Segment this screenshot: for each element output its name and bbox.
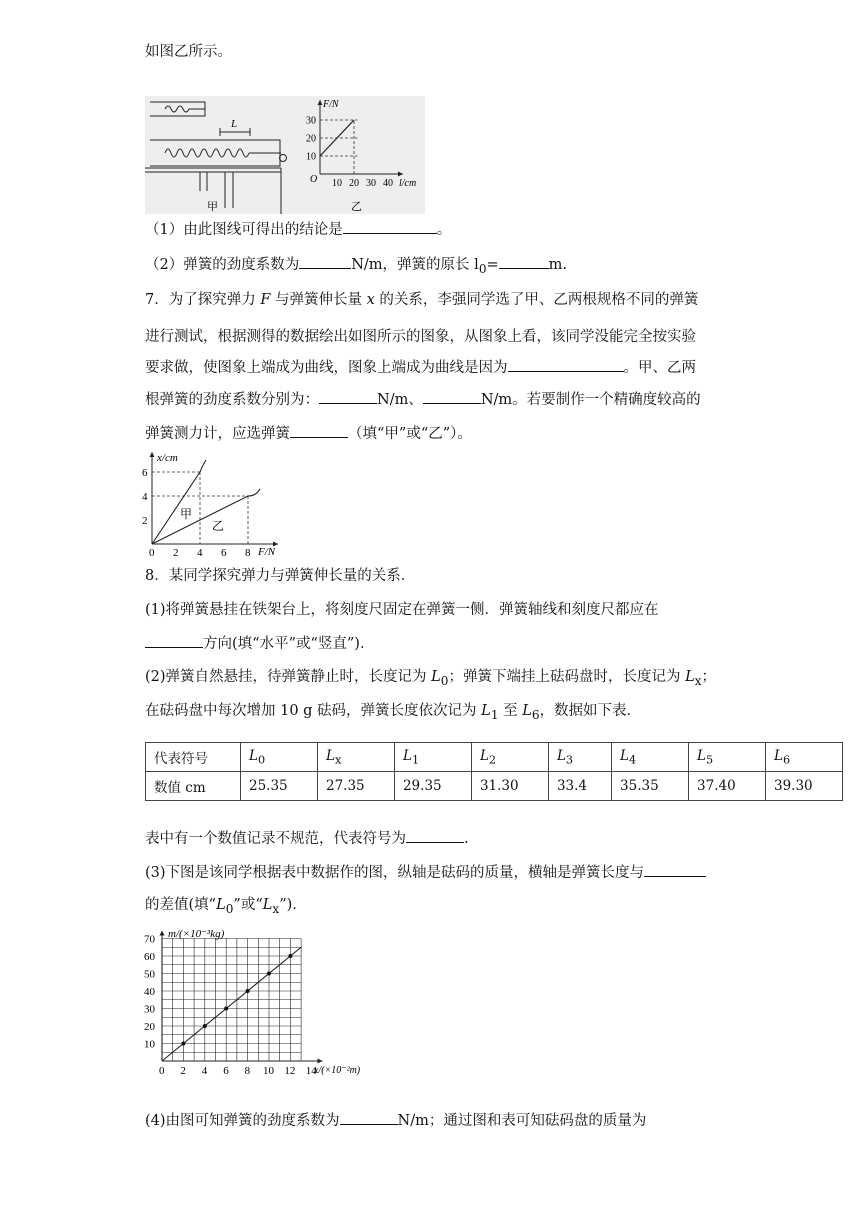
- subscript: x: [694, 673, 702, 688]
- symbol-base: L: [697, 747, 706, 764]
- fig8-y-axis-label: m/(×10⁻³kg): [168, 928, 225, 940]
- fig8-y-tick-label: 30: [144, 1003, 155, 1016]
- q7-text: N/m。若要制作一个精确度较高的: [480, 392, 701, 408]
- answer-blank[interactable]: [423, 389, 481, 404]
- fig7-yi-label: 乙: [212, 519, 225, 533]
- subscript: 2: [488, 753, 497, 767]
- q7-text: 。甲、乙两: [623, 360, 696, 376]
- q8-text: ；: [701, 669, 717, 685]
- symbol-base: L: [556, 747, 566, 764]
- answer-blank[interactable]: [340, 1110, 398, 1125]
- fig8-data-point: [267, 972, 271, 976]
- q7-line2: 进行测试，根据测得的数据绘出如图所示的图象，从图象上看，该同学没能完全按实验: [145, 329, 696, 345]
- table-value-cell: 37.40: [689, 772, 766, 801]
- table-symbol-cell: [766, 743, 843, 772]
- data-table: [145, 742, 843, 801]
- q8-part4: [145, 1110, 646, 1131]
- subscript: 6: [782, 753, 791, 767]
- fig6-L-label: L: [231, 118, 238, 130]
- fig7-series-jia: [152, 460, 206, 544]
- subscript: 3: [565, 753, 574, 767]
- fig8-y-tick-label: 60: [144, 951, 155, 963]
- q8-var-L: L: [431, 669, 441, 685]
- fig6-y-tick-label: 20: [306, 133, 316, 145]
- answer-blank[interactable]: [290, 423, 348, 438]
- fig8-x-tick-label: 10: [263, 1065, 274, 1077]
- fig6-x-tick-label: 20: [349, 178, 359, 189]
- q6-part2-eq: =: [486, 257, 499, 273]
- fig7-y-tick-label: 6: [142, 467, 148, 479]
- q8-text: 表中有一个数值记录不规范，代表符号为: [145, 831, 406, 847]
- table-header-cell: 代表符号: [146, 743, 241, 772]
- q7-text: 要求做，使图象上端成为曲线，图象上端成为曲线是因为: [145, 360, 508, 376]
- symbol-base: L: [249, 747, 258, 764]
- q8-title: 8．某同学探究弹力与弹簧伸长量的关系．: [145, 568, 416, 584]
- table-row: [146, 743, 843, 772]
- q7-line5: [145, 423, 472, 444]
- q8-after-table: [145, 828, 469, 849]
- q8-text: 方向(填“水平”或“竖直”)．: [203, 636, 375, 652]
- q8-part3: [145, 862, 706, 883]
- q7-text: 与弹簧伸长量: [270, 292, 367, 308]
- table-value-cell: 39.30: [766, 772, 843, 801]
- symbol-base: L: [774, 747, 783, 764]
- fig6-y-tick-label: 10: [306, 151, 316, 163]
- fig8-data-point: [288, 954, 292, 958]
- fig7-y-axis-label: x/cm: [157, 452, 178, 464]
- subscript: 1: [411, 753, 420, 767]
- table-symbol-cell: [394, 743, 471, 772]
- fig8-y-tick-label: 20: [144, 1021, 155, 1033]
- fig8-y-tick-label: 10: [144, 1038, 155, 1051]
- q6-part2-end: m.: [548, 257, 568, 273]
- fig7-x-tick-label: 4: [197, 547, 203, 559]
- fig8-data-point: [181, 1042, 185, 1046]
- q8-part1: (1)将弹簧悬挂在铁架台上，将刻度尺固定在弹簧一侧．弹簧轴线和刻度尺都应在: [145, 602, 659, 618]
- table-symbol-cell: [317, 743, 394, 772]
- q7-text: 弹簧测力计，应选弹簧: [145, 426, 290, 442]
- fig8-data-point: [203, 1024, 207, 1028]
- q8-var-L: L: [685, 669, 695, 685]
- subscript: 0: [478, 261, 487, 276]
- q8-part1-cont: [145, 633, 374, 654]
- q8-text: (2)弹簧自然悬挂，待弹簧静止时，长度记为: [145, 669, 432, 685]
- figure-6: [145, 96, 425, 214]
- q6-part1-text: （1）由此图线可得出的结论是: [145, 222, 343, 238]
- q7-text: 7．为了探究弹力: [145, 292, 261, 308]
- q6-part1-end: 。: [436, 222, 452, 238]
- table-value-cell: 33.4: [548, 772, 611, 801]
- q7-line4: [145, 389, 701, 410]
- fig7-x-tick-label: 2: [173, 547, 179, 559]
- q8-text: 在砝码盘中每次增加 10 g 砝码，弹簧长度依次记为: [145, 703, 482, 719]
- fig6-x-tick-label: 10: [332, 178, 342, 189]
- fig7-x-tick-label: 6: [221, 547, 227, 559]
- q7-text: 根弹簧的劲度系数分别为：: [145, 392, 319, 408]
- q6-part2-text-b: N/m，弹簧的原长 l: [351, 257, 479, 273]
- figure-8: [140, 925, 390, 1095]
- q7-var-x: x: [366, 292, 375, 308]
- q7-text: （填“甲”或“乙”）。: [348, 426, 472, 442]
- fig6-x-tick-label: 40: [383, 178, 393, 189]
- q8-text: 的差值(填“: [145, 897, 217, 913]
- q6-part2-text: （2）弹簧的劲度系数为: [145, 257, 300, 273]
- fig8-x-tick-label: 2: [180, 1065, 186, 1077]
- q8-text: N/m；通过图和表可知砝码盘的质量为: [397, 1113, 647, 1129]
- subscript: 0: [257, 753, 266, 767]
- answer-blank[interactable]: [406, 828, 464, 843]
- table-symbol-cell: [241, 743, 318, 772]
- q8-var-L: L: [216, 897, 226, 913]
- fig7-x-tick-label: 8: [245, 547, 251, 559]
- fig8-x-arrow: [318, 1059, 323, 1064]
- fig8-y-tick-label: 50: [144, 968, 155, 981]
- q7-line1: [145, 290, 698, 310]
- table-value-cell: 29.35: [394, 772, 471, 801]
- symbol-base: L: [402, 747, 412, 764]
- q6-part1: [145, 219, 451, 240]
- subscript: 4: [629, 753, 637, 767]
- q7-text: N/m、: [377, 392, 423, 408]
- answer-blank[interactable]: [343, 219, 437, 234]
- answer-blank[interactable]: [644, 862, 706, 877]
- subscript: 5: [705, 753, 714, 767]
- q8-part2-cont: [145, 701, 641, 725]
- fig6-jia-label: 甲: [207, 201, 218, 213]
- fig8-x-tick-label: 0: [159, 1065, 165, 1077]
- table-symbol-cell: [471, 743, 548, 772]
- q7-var-F: F: [260, 292, 271, 308]
- fig8-data-point: [224, 1007, 228, 1011]
- q6-part2: [145, 254, 567, 279]
- answer-blank[interactable]: [499, 254, 549, 269]
- fig8-x-axis-label: x/(×10⁻²m): [314, 1065, 361, 1076]
- subscript: 6: [531, 707, 540, 722]
- table-symbol-cell: [612, 743, 689, 772]
- fig8-x-tick-label: 8: [244, 1065, 251, 1077]
- fig6-x-tick-label: 30: [366, 178, 376, 189]
- q8-text: (4)由图可知弹簧的劲度系数为: [145, 1113, 340, 1129]
- table-symbol-cell: [689, 743, 766, 772]
- fig7-x-axis-label: F/N: [258, 546, 276, 558]
- fig6-x-axis-label: l/cm: [399, 178, 417, 189]
- q8-part3-cont: [145, 895, 307, 919]
- fig6-origin-label: O: [310, 174, 318, 185]
- q8-var-L: L: [522, 703, 532, 719]
- subscript: 0: [440, 673, 449, 688]
- fig7-series-yi: [152, 489, 260, 544]
- subscript: 1: [490, 707, 499, 722]
- symbol-base: L: [479, 747, 489, 764]
- fig8-y-tick-label: 40: [144, 986, 155, 998]
- q8-text: (3)下图是该同学根据表中数据作的图，纵轴是砝码的质量，横轴是弹簧长度与: [145, 865, 645, 881]
- q8-text: 至: [498, 703, 523, 719]
- fig8-data-point: [246, 989, 250, 993]
- fig7-x-tick-label: 0: [149, 547, 155, 559]
- q7-line3: [145, 357, 696, 378]
- fig6-yi-label: 乙: [351, 201, 362, 213]
- table-header-cell: 数值 cm: [146, 772, 241, 801]
- symbol-base: L: [620, 747, 629, 764]
- subscript: 0: [225, 901, 234, 916]
- intro-line: 如图乙所示。: [145, 44, 232, 60]
- q8-var-L: L: [481, 703, 491, 719]
- table-value-cell: 35.35: [612, 772, 689, 801]
- fig7-y-tick-label: 4: [142, 491, 148, 503]
- subscript: x: [334, 753, 342, 767]
- q8-text: ；弹簧下端挂上砝码盘时，长度记为: [448, 669, 686, 685]
- q8-part2: [145, 667, 716, 691]
- answer-blank[interactable]: [299, 254, 351, 269]
- q7-text: 的关系，李强同学选了甲、乙两根规格不同的弹簧: [374, 292, 699, 308]
- fig8-x-tick-label: 4: [201, 1065, 208, 1077]
- fig8-y-tick-label: 70: [144, 933, 155, 946]
- q8-text: ”)．: [279, 897, 307, 913]
- q8-text: .: [464, 831, 469, 847]
- symbol-base: L: [325, 747, 335, 764]
- subscript: x: [272, 901, 280, 916]
- table-value-cell: 31.30: [471, 772, 548, 801]
- q8-text: ，数据如下表．: [539, 703, 642, 719]
- fig7-y-tick-label: 2: [142, 515, 148, 527]
- fig6-y-tick-label: 30: [306, 115, 316, 127]
- figure-7: [140, 448, 290, 560]
- q8-text: ”或“: [233, 897, 263, 913]
- fig7-jia-label: 甲: [180, 507, 193, 521]
- fig8-x-tick-label: 6: [223, 1065, 229, 1077]
- fig6-y-axis-label: F/N: [323, 99, 339, 110]
- answer-blank[interactable]: [508, 357, 624, 372]
- fig8-x-tick-label: 12: [284, 1065, 296, 1077]
- table-value-cell: 27.35: [317, 772, 394, 801]
- table-row: [146, 772, 843, 801]
- table-value-cell: 25.35: [241, 772, 318, 801]
- fig8-x-tick-label: 14: [305, 1065, 317, 1077]
- answer-blank[interactable]: [319, 389, 377, 404]
- answer-blank[interactable]: [145, 633, 203, 648]
- table-symbol-cell: [548, 743, 611, 772]
- q8-var-L: L: [262, 897, 273, 913]
